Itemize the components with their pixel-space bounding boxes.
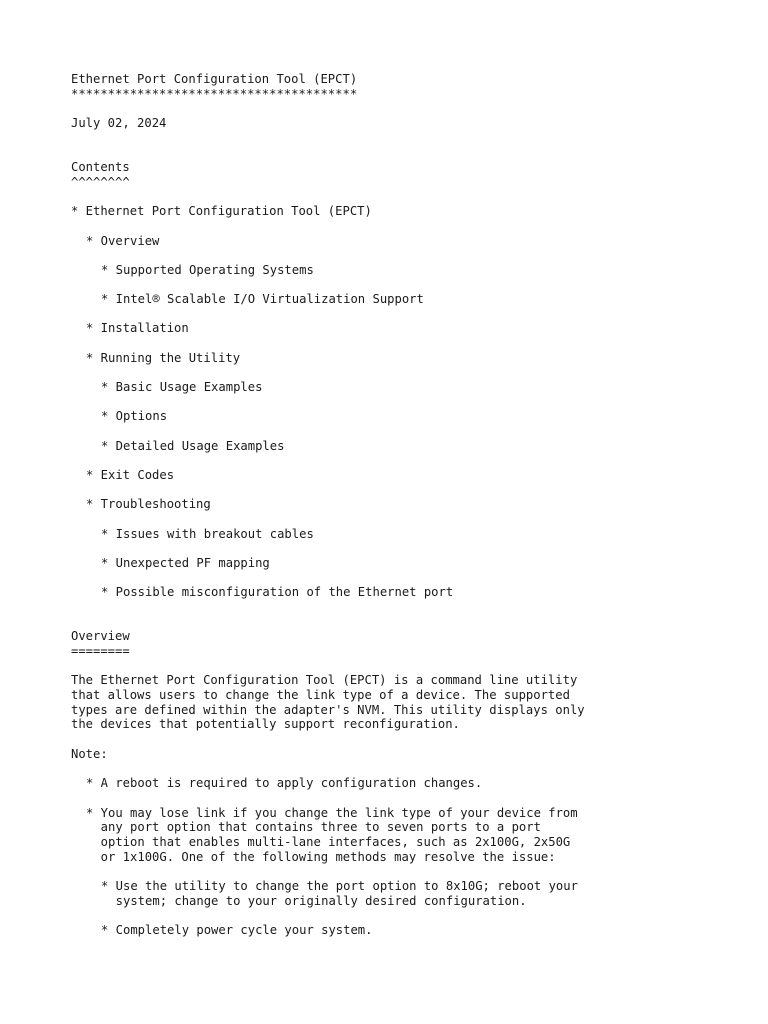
note-line: option that enables multi-lane interfaces, such as 2x100G, 2x50G xyxy=(86,834,571,849)
overview-underline: ======== xyxy=(71,643,130,658)
toc-item-pf-mapping[interactable]: * Unexpected PF mapping xyxy=(101,555,270,570)
overview-paragraph xyxy=(71,673,731,732)
doc-title: Ethernet Port Configuration Tool (EPCT) xyxy=(71,72,358,86)
toc-item-epct[interactable]: * Ethernet Port Configuration Tool (EPCT) xyxy=(71,204,372,219)
contents-heading: Contents xyxy=(71,160,130,175)
sub-item-line: * Use the utility to change the port option to 8x10G; reboot your xyxy=(101,878,578,893)
toc-item-exit-codes[interactable]: * Exit Codes xyxy=(86,467,175,482)
toc-item-basic-usage[interactable]: * Basic Usage Examples xyxy=(101,380,263,395)
paragraph-line: types are defined within the adapter's NVM. This utility displays only xyxy=(71,702,585,717)
note-line: any port option that contains three to seven ports to a port xyxy=(86,820,541,835)
toc-item-detailed-usage[interactable]: * Detailed Usage Examples xyxy=(101,438,285,453)
document xyxy=(71,72,731,938)
contents-list xyxy=(71,204,731,600)
paragraph-line: that allows users to change the link type of a device. The supported xyxy=(71,688,570,703)
toc-item-supported-os[interactable]: * Supported Operating Systems xyxy=(101,262,314,277)
sub-item-line: * Completely power cycle your system. xyxy=(101,922,373,937)
paragraph-line: The Ethernet Port Configuration Tool (EPCT) is a command line utility xyxy=(71,673,578,688)
note-line: * A reboot is required to apply configuration changes. xyxy=(86,776,483,791)
doc-date: July 02, 2024 xyxy=(71,116,167,131)
sub-item-change-port-option xyxy=(71,879,731,908)
toc-item-siov-support[interactable]: * Intel® Scalable I/O Virtualization Support xyxy=(101,292,424,307)
note-item-reboot xyxy=(71,776,731,791)
note-line: or 1x100G. One of the following methods may resolve the issue: xyxy=(86,849,556,864)
note-line: * You may lose link if you change the link type of your device from xyxy=(86,805,578,820)
toc-item-running-utility[interactable]: * Running the Utility xyxy=(86,350,241,365)
sub-item-power-cycle xyxy=(71,923,731,938)
sub-item-line: system; change to your originally desired configuration. xyxy=(101,893,527,908)
toc-item-installation[interactable]: * Installation xyxy=(86,321,189,336)
note-item-lose-link xyxy=(71,806,731,865)
toc-item-overview[interactable]: * Overview xyxy=(86,233,160,248)
note-label: Note: xyxy=(71,746,108,761)
paragraph-line: the devices that potentially support reconfiguration. xyxy=(71,717,460,732)
toc-item-port-misconfig[interactable]: * Possible misconfiguration of the Ethernet port xyxy=(101,585,454,600)
toc-item-troubleshooting[interactable]: * Troubleshooting xyxy=(86,497,211,512)
contents-underline: ^^^^^^^^ xyxy=(71,174,130,189)
doc-title-underline: *************************************** xyxy=(71,86,358,101)
toc-item-options[interactable]: * Options xyxy=(101,409,168,424)
overview-heading: Overview xyxy=(71,629,130,644)
toc-item-breakout-cables[interactable]: * Issues with breakout cables xyxy=(101,526,314,541)
